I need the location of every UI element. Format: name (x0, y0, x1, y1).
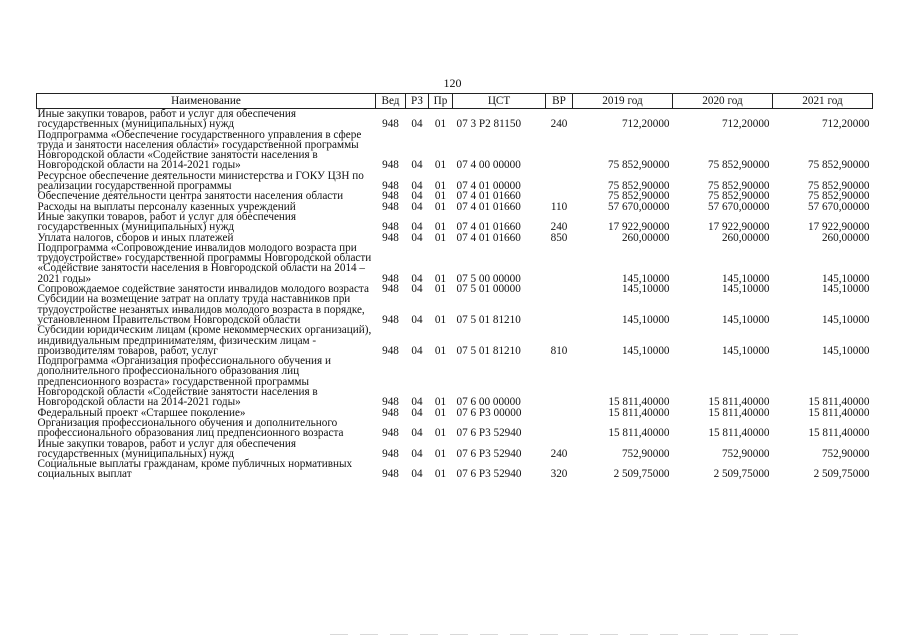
cell-2021: 145,10000 (821, 344, 870, 357)
cell-2021: 752,90000 (821, 447, 870, 460)
cell-cst: 07 6 00 00000 (456, 396, 521, 409)
cell-pr: 01 (434, 221, 447, 234)
cell-ved: 948 (382, 427, 399, 440)
cell-rz: 04 (411, 313, 423, 326)
cell-cst: 07 5 01 81210 (456, 313, 521, 326)
cell-cst: 07 5 00 00000 (456, 272, 521, 285)
cell-name: Подпрограмма «Сопровождение инвалидов молодого возраста при трудоустройстве» государственной программы Новгородской области «Содействие занятости населения в Новгородской области на 2014 – 2021 годы» (37, 241, 372, 285)
cell-name: Социальные выплаты гражданам, кроме публичных нормативных социальных выплат (37, 458, 353, 481)
cell-ved: 948 (382, 283, 399, 296)
cell-rz: 04 (411, 118, 423, 131)
cell-2020: 145,10000 (721, 283, 770, 296)
cell-ved: 948 (382, 468, 399, 481)
cell-rz: 04 (411, 231, 423, 244)
cell-ved: 948 (382, 313, 399, 326)
cell-cst: 07 5 01 81210 (456, 344, 521, 357)
cell-rz: 04 (411, 468, 423, 481)
cell-2021: 15 811,40000 (808, 396, 870, 409)
table-row (37, 325, 873, 356)
cell-cst: 07 4 00 00000 (456, 159, 521, 172)
cell-rz: 04 (411, 190, 423, 203)
cell-vr: 110 (550, 200, 568, 213)
table-body (37, 109, 873, 480)
budget-table (36, 93, 873, 480)
cell-pr: 01 (434, 468, 447, 481)
header-ved: Вед (376, 94, 406, 109)
cell-name: Сопровождаемое содействие занятости инвалидов молодого возраста (37, 283, 369, 296)
table-header-row (37, 94, 873, 109)
cell-cst: 07 4 01 01660 (456, 200, 521, 213)
cell-ved: 948 (382, 180, 399, 193)
cell-rz: 04 (411, 200, 423, 213)
cell-rz: 04 (411, 447, 423, 460)
cell-cst: 07 6 P3 52940 (456, 468, 522, 481)
cell-2019: 145,10000 (621, 344, 670, 357)
header-pr: Пр (429, 94, 453, 109)
cell-2020: 15 811,40000 (708, 427, 770, 440)
table-row (37, 212, 873, 233)
header-vr: ВР (546, 94, 573, 109)
cell-2020: 752,90000 (721, 447, 770, 460)
cell-ved: 948 (382, 159, 399, 172)
cell-ved: 948 (382, 200, 399, 213)
cell-2019: 260,00000 (621, 231, 670, 244)
cell-2021: 75 852,90000 (807, 190, 870, 203)
cell-2020: 75 852,90000 (707, 159, 770, 172)
cell-pr: 01 (434, 313, 447, 326)
table-row (37, 459, 873, 480)
cell-2019: 145,10000 (621, 313, 670, 326)
cell-rz: 04 (411, 344, 423, 357)
cell-vr: 850 (550, 231, 568, 244)
cell-2020: 145,10000 (721, 313, 770, 326)
cell-pr: 01 (434, 118, 447, 131)
cell-pr: 01 (434, 447, 447, 460)
cell-name: Иные закупки товаров, работ и услуг для обеспечения государственных (муниципальных) нужд (37, 210, 297, 234)
cell-2020: 145,10000 (721, 272, 770, 285)
cell-2021: 145,10000 (821, 313, 870, 326)
cell-pr: 01 (434, 406, 447, 419)
cell-2021: 712,20000 (821, 118, 870, 131)
cell-vr (546, 294, 573, 325)
cell-2020: 145,10000 (721, 344, 770, 357)
header-2019: 2019 год (573, 94, 673, 109)
cell-2021: 57 670,00000 (807, 200, 870, 213)
cell-pr: 01 (434, 159, 447, 172)
table-row (37, 439, 873, 460)
cell-cst: 07 6 P3 52940 (456, 427, 522, 440)
cell-2021: 17 922,90000 (807, 221, 870, 234)
cell-rz: 04 (411, 396, 423, 409)
cell-rz: 04 (411, 427, 423, 440)
cell-ved: 948 (382, 190, 399, 203)
cell-pr: 01 (434, 344, 447, 357)
cell-ved: 948 (382, 118, 399, 131)
cell-name: Субсидии на возмещение затрат на оплату труда наставников при трудоустройстве незанятых инвалидов молодого возраста в порядке, установленном Правительством Новгородской области (37, 293, 365, 326)
cell-2019: 75 852,90000 (607, 159, 670, 172)
cell-name: Субсидии юридическим лицам (кроме некоммерческих организаций), индивидуальным предпринимателям, физическим лицам - производителям товаров, работ, услуг (37, 324, 372, 357)
cell-2021: 2 509,75000 (813, 468, 870, 481)
cell-ved: 948 (382, 447, 399, 460)
cell-name: Расходы на выплаты персоналу казенных учреждений (37, 200, 296, 213)
cell-ved: 948 (382, 231, 399, 244)
cell-vr (546, 171, 573, 192)
cell-vr: 320 (550, 468, 568, 481)
cell-cst: 07 5 01 00000 (456, 283, 521, 296)
cell-pr: 01 (434, 190, 447, 203)
cell-name: Федеральный проект «Старшее поколение» (37, 406, 246, 419)
scan-artifact-line (330, 634, 800, 635)
cell-2019: 752,90000 (621, 447, 670, 460)
cell-2019: 712,20000 (621, 118, 670, 131)
cell-ved: 948 (382, 406, 399, 419)
table-row (37, 171, 873, 192)
cell-ved: 948 (382, 344, 399, 357)
cell-rz: 04 (411, 221, 423, 234)
cell-2020: 75 852,90000 (707, 180, 770, 193)
cell-2020: 57 670,00000 (707, 200, 770, 213)
cell-cst: 07 4 01 00000 (456, 180, 521, 193)
cell-vr: 810 (550, 344, 568, 357)
cell-name: Подпрограмма «Организация профессионального обучения и дополнительного профессионального образования лиц предпенсионного возраста» государственной программы Новгородской области «Содействие занятости населения в Новгородской области на 2014-2021 годы» (37, 355, 331, 409)
header-2020: 2020 год (673, 94, 773, 109)
cell-cst: 07 3 P2 81150 (456, 118, 522, 131)
cell-name: Ресурсное обеспечение деятельности министерства и ГОКУ ЦЗН по реализации государственной программы (37, 169, 364, 193)
cell-rz: 04 (411, 283, 423, 296)
cell-2019: 2 509,75000 (613, 468, 670, 481)
cell-2019: 17 922,90000 (607, 221, 670, 234)
cell-2020: 712,20000 (721, 118, 770, 131)
cell-2021: 15 811,40000 (808, 406, 870, 419)
cell-2019: 15 811,40000 (608, 406, 670, 419)
cell-vr (546, 356, 573, 407)
cell-pr: 01 (434, 396, 447, 409)
cell-pr: 01 (434, 180, 447, 193)
cell-2020: 15 811,40000 (708, 396, 770, 409)
page-number: 120 (443, 76, 462, 90)
cell-rz: 04 (411, 159, 423, 172)
header-name: Наименование (37, 94, 376, 109)
cell-2019: 15 811,40000 (608, 427, 670, 440)
header-rz: РЗ (406, 94, 429, 109)
cell-pr: 01 (434, 200, 447, 213)
cell-rz: 04 (411, 272, 423, 285)
cell-2021: 15 811,40000 (808, 427, 870, 440)
cell-2019: 75 852,90000 (607, 180, 670, 193)
cell-vr: 240 (550, 221, 568, 234)
cell-name: Обеспечение деятельности центра занятости населения области (37, 190, 344, 203)
cell-vr (546, 408, 573, 418)
cell-rz: 04 (411, 406, 423, 419)
table-row (37, 109, 873, 130)
cell-2019: 57 670,00000 (607, 200, 670, 213)
table-row (37, 130, 873, 171)
cell-2021: 260,00000 (821, 231, 870, 244)
cell-vr (546, 243, 573, 284)
cell-name: Иные закупки товаров, работ и услуг для обеспечения государственных (муниципальных) нужд (37, 108, 297, 131)
cell-pr: 01 (434, 231, 447, 244)
cell-cst: 07 6 P3 00000 (456, 406, 522, 419)
header-cst: ЦСТ (453, 94, 546, 109)
cell-name: Иные закупки товаров, работ и услуг для обеспечения государственных (муниципальных) нужд (37, 437, 297, 460)
cell-vr: 240 (550, 447, 568, 460)
cell-2021: 75 852,90000 (807, 159, 870, 172)
cell-2019: 145,10000 (621, 272, 670, 285)
cell-ved: 948 (382, 396, 399, 409)
cell-name: Уплата налогов, сборов и иных платежей (37, 231, 234, 244)
cell-pr: 01 (434, 283, 447, 296)
cell-cst: 07 4 01 01660 (456, 190, 521, 203)
cell-cst: 07 6 P3 52940 (456, 447, 522, 460)
cell-ved: 948 (382, 272, 399, 285)
cell-2021: 145,10000 (821, 283, 870, 296)
cell-2019: 145,10000 (621, 283, 670, 296)
cell-2020: 15 811,40000 (708, 406, 770, 419)
cell-rz: 04 (411, 180, 423, 193)
cell-2021: 75 852,90000 (807, 180, 870, 193)
cell-2020: 2 509,75000 (713, 468, 770, 481)
header-2021: 2021 год (773, 94, 873, 109)
cell-vr (546, 130, 573, 171)
cell-name: Организация профессионального обучения и дополнительного профессионального образования лиц предпенсионного возраста (37, 416, 344, 440)
cell-vr (546, 284, 573, 294)
cell-2020: 260,00000 (721, 231, 770, 244)
cell-2020: 17 922,90000 (707, 221, 770, 234)
table-row (37, 294, 873, 325)
cell-2020: 75 852,90000 (707, 190, 770, 203)
cell-pr: 01 (434, 272, 447, 285)
cell-vr (546, 418, 573, 439)
cell-2019: 75 852,90000 (607, 190, 670, 203)
cell-cst: 07 4 01 01660 (456, 221, 521, 234)
table-row (37, 356, 873, 407)
table-row (37, 243, 873, 284)
cell-name: Подпрограмма «Обеспечение государственного управления в сфере труда и занятости населения области» государственной программы Новгородской области «Содействие занятости населения в Новгородской области на 2014-2021 годы» (37, 128, 362, 172)
cell-vr: 240 (550, 118, 568, 131)
cell-2021: 145,10000 (821, 272, 870, 285)
cell-pr: 01 (434, 427, 447, 440)
cell-2019: 15 811,40000 (608, 396, 670, 409)
cell-cst: 07 4 01 01660 (456, 231, 521, 244)
table-row (37, 418, 873, 439)
cell-ved: 948 (382, 221, 399, 234)
